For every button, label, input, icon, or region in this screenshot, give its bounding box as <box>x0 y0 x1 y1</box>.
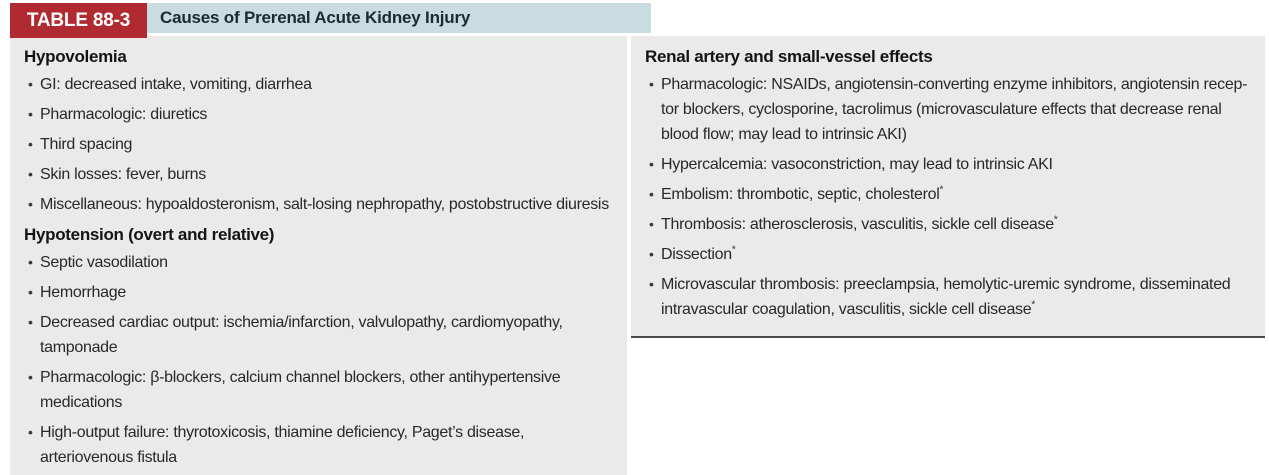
item-text: Miscellaneous: hypoaldosteronism, salt-losing nephropathy, postobstructive diuresis <box>40 196 609 213</box>
item-text: Thrombosis: atherosclerosis, vasculitis, sickle cell disease <box>661 216 1054 233</box>
section-heading-hypotension: Hypotension (overt and relative) <box>24 225 275 244</box>
item-text: Third spacing <box>40 136 133 153</box>
bullet-icon: • <box>28 284 33 300</box>
footnote-asterisk: * <box>1031 299 1035 311</box>
list-item <box>24 102 619 127</box>
bullet-icon: • <box>28 136 33 152</box>
item-text: GI: decreased intake, vomiting, diarrhea <box>40 76 312 93</box>
item-text: Dissection <box>661 246 732 263</box>
item-text: Embolism: thrombotic, septic, cholesterol <box>661 186 940 203</box>
bullet-icon: • <box>649 246 654 262</box>
table-title: Causes of Prerenal Acute Kidney Injury <box>160 8 471 27</box>
item-text: High-output failure: thyrotoxicosis, thiamine deficiency, Paget’s disease, arteriovenous fistula <box>40 424 525 466</box>
hypotension-list <box>24 250 619 470</box>
bullet-icon: • <box>28 76 33 92</box>
right-column-panel <box>631 36 1265 338</box>
item-text: Pharmacologic: diuretics <box>40 106 208 123</box>
item-text: Decreased cardiac output: ischemia/infarction, valvulopathy, cardiomyopathy, tamponade <box>40 314 563 356</box>
list-item <box>24 280 619 305</box>
item-text: Hypercalcemia: vasoconstriction, may lead to intrinsic AKI <box>661 156 1053 173</box>
bullet-icon: • <box>649 276 654 292</box>
bullet-icon: • <box>28 166 33 182</box>
table-title-bar <box>147 3 651 33</box>
left-column-panel <box>10 36 627 475</box>
bullet-icon: • <box>28 254 33 270</box>
item-text: Microvascular thrombosis: preeclampsia, hemolytic-uremic syndrome, disseminated intravascular coagulation, vasculitis, sickle cell disease <box>661 276 1231 318</box>
list-item <box>24 192 619 217</box>
bullet-icon: • <box>28 424 33 440</box>
bullet-icon: • <box>28 314 33 330</box>
bullet-icon: • <box>28 369 33 385</box>
bullet-icon: • <box>28 196 33 212</box>
renal-artery-list <box>645 72 1255 322</box>
list-item <box>645 272 1255 322</box>
list-item <box>24 420 619 470</box>
list-item <box>645 152 1255 177</box>
bullet-icon: • <box>649 216 654 232</box>
item-text: Hemorrhage <box>40 284 126 301</box>
table-number-label: TABLE 88-3 <box>26 9 131 31</box>
section-heading-renal-artery: Renal artery and small-vessel effects <box>645 47 933 66</box>
item-text: Skin losses: fever, burns <box>40 166 206 183</box>
list-item <box>24 250 619 275</box>
list-item <box>24 72 619 97</box>
list-item <box>645 242 1255 267</box>
list-item <box>24 310 619 360</box>
item-text: Pharmacologic: NSAIDs, angiotensin-converting enzyme inhibitors, angiotensin receptor blockers, cyclosporine, tacrolimus (microvasculature effects that decrease renal blood flow; may lead to intrinsic AKI) <box>661 76 1248 143</box>
list-item <box>24 132 619 157</box>
list-item <box>24 162 619 187</box>
bullet-icon: • <box>649 156 654 172</box>
list-item <box>24 365 619 415</box>
bullet-icon: • <box>649 76 654 92</box>
list-item <box>645 182 1255 207</box>
hypovolemia-list <box>24 72 619 217</box>
footnote-asterisk: * <box>731 244 736 256</box>
footnote-asterisk: * <box>939 184 944 196</box>
list-item <box>645 212 1255 237</box>
item-text: Septic vasodilation <box>40 254 168 271</box>
section-heading-hypovolemia: Hypovolemia <box>24 47 127 66</box>
bullet-icon: • <box>28 106 33 122</box>
bullet-icon: • <box>649 186 654 202</box>
table-number-badge <box>10 3 147 38</box>
item-text: Pharmacologic: β-blockers, calcium channel blockers, other antihypertensive medications <box>40 369 561 411</box>
list-item <box>645 72 1255 147</box>
footnote-asterisk: * <box>1053 214 1058 226</box>
